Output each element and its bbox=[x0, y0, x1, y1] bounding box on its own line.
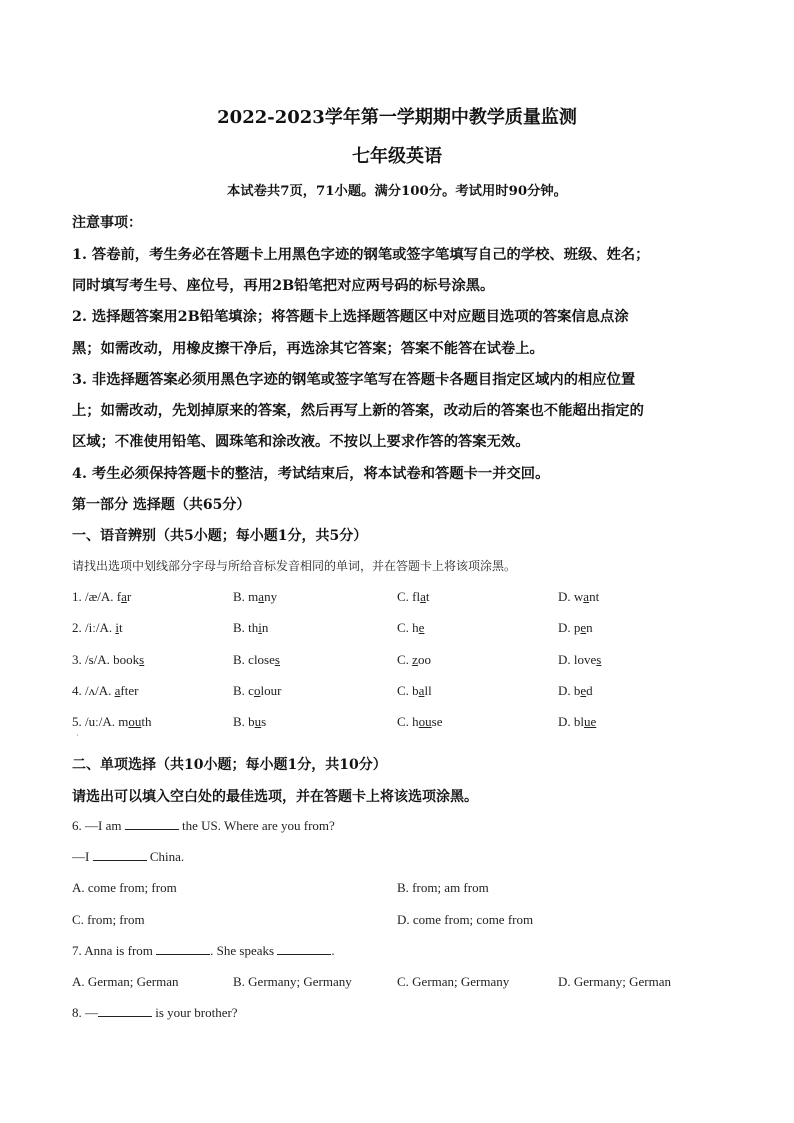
question-5-option-d bbox=[558, 714, 596, 730]
answer-blank bbox=[98, 1005, 152, 1017]
question-7: 7. Anna is from . She speaks . bbox=[72, 943, 335, 958]
underlined-letters: e bbox=[418, 620, 425, 635]
option-text: se bbox=[431, 714, 443, 729]
option-text: fter bbox=[120, 683, 139, 698]
notice-line: 区域；不准使用铅笔、圆珠笔和涂改液。不按以上要求作答的答案无效。 bbox=[72, 434, 530, 450]
underlined-letters: u bbox=[254, 714, 262, 729]
underlined-letters: ue bbox=[584, 714, 597, 729]
option-text: 4. /ʌ/A. bbox=[72, 683, 115, 698]
question-6-line-1: 6. —I am the US. Where are you from? bbox=[72, 818, 335, 833]
option-text: n bbox=[586, 620, 593, 635]
option-text: t bbox=[425, 589, 430, 604]
question-4-option-d bbox=[558, 683, 593, 699]
option-text: lour bbox=[260, 683, 282, 698]
option-text: D. w bbox=[558, 589, 584, 604]
notice-line: 上；如需改动，先划掉原来的答案，然后再写上新的答案，改动后的答案也不能超出指定的 bbox=[72, 403, 644, 419]
underlined-letters: s bbox=[139, 652, 145, 667]
question-6-line-2: —I China. bbox=[72, 849, 185, 864]
question-3-option-b bbox=[233, 652, 280, 668]
question-3-option-d bbox=[558, 652, 601, 668]
question-6-option-d: D. come from; come from bbox=[397, 912, 534, 927]
notice-line: 4. 考生必须保持答题卡的整洁，考试结束后，将本试卷和答题卡一并交回。 bbox=[72, 466, 550, 482]
notice-heading: 注意事项： bbox=[72, 215, 142, 231]
question-6-option-b: B. from; am from bbox=[397, 880, 489, 895]
option-text: r bbox=[126, 589, 132, 604]
question-2-option-b bbox=[233, 620, 268, 636]
question-7-option-b: B. Germany; Germany bbox=[233, 974, 352, 989]
question-3-option-c bbox=[397, 652, 431, 668]
option-text: B. close bbox=[233, 652, 275, 667]
question-1-option-a bbox=[72, 589, 131, 605]
underlined-letters: i bbox=[115, 620, 119, 635]
option-text: n bbox=[261, 620, 269, 635]
question-3-option-a bbox=[72, 652, 144, 668]
underlined-letters: ou bbox=[418, 714, 432, 729]
option-text: C. fl bbox=[397, 589, 421, 604]
underlined-letters: a bbox=[121, 589, 127, 604]
section1-heading: 一、语音辨别（共5小题；每小题1分，共5分） bbox=[72, 528, 368, 544]
question-4-option-a bbox=[72, 683, 138, 699]
option-text: B. m bbox=[233, 589, 259, 604]
underlined-letters: ou bbox=[128, 714, 142, 729]
underlined-letters: s bbox=[596, 652, 602, 667]
question-7-option-d: D. Germany; German bbox=[558, 974, 671, 989]
question-6-option-c: C. from; from bbox=[72, 912, 145, 927]
option-text: C. h bbox=[397, 620, 419, 635]
question-8: 8. — is your brother? bbox=[72, 1005, 238, 1020]
exam-subtitle: 七年级英语 bbox=[352, 146, 442, 167]
exam-info: 本试卷共7页，71小题。满分100分。考试用时90分钟。 bbox=[227, 184, 567, 199]
question-1-option-d bbox=[558, 589, 599, 605]
question-2-option-d bbox=[558, 620, 593, 636]
option-text: 1. /æ/A. f bbox=[72, 589, 122, 604]
notice-line: 同时填写考生号、座位号，再用2B铅笔把对应两号码的标号涂黑。 bbox=[72, 278, 495, 294]
option-text: oo bbox=[417, 652, 431, 667]
option-text: 2. /iː/A. bbox=[72, 620, 116, 635]
section2-instruction: 请选出可以填入空白处的最佳选项，并在答题卡上将该选项涂黑。 bbox=[72, 789, 478, 805]
question-5-option-b bbox=[233, 714, 266, 730]
option-text: s bbox=[261, 714, 267, 729]
option-text: 5. /uː/A. m bbox=[72, 714, 129, 729]
option-text: D. bl bbox=[558, 714, 584, 729]
underlined-letters: e bbox=[580, 620, 587, 635]
underlined-letters: a bbox=[258, 589, 265, 604]
notice-line: 黑；如需改动，用橡皮擦干净后，再选涂其它答案；答案不能答在试卷上。 bbox=[72, 341, 544, 357]
option-text: B. th bbox=[233, 620, 259, 635]
notice-line: 2. 选择题答案用2B铅笔填涂；将答题卡上选择题答题区中对应题目选项的答案信息点涂 bbox=[72, 309, 629, 325]
option-text: t bbox=[118, 620, 123, 635]
part1-heading: 第一部分 选择题（共65分） bbox=[72, 497, 251, 513]
option-text: B. c bbox=[233, 683, 254, 698]
answer-blank bbox=[277, 943, 331, 955]
option-text: B. b bbox=[233, 714, 255, 729]
question-4-option-c bbox=[397, 683, 432, 699]
option-text: th bbox=[141, 714, 152, 729]
option-text: ll bbox=[424, 683, 432, 698]
question-5-option-a bbox=[72, 714, 151, 730]
option-text: C. h bbox=[397, 714, 419, 729]
section1-instruction: 请找出选项中划线部分字母与所给音标发音相同的单词，并在答题卡上将该项涂黑。 bbox=[72, 559, 517, 573]
section2-heading: 二、单项选择（共10小题；每小题1分，共10分） bbox=[72, 757, 387, 773]
stray-dot: · bbox=[76, 731, 79, 740]
option-text: C. bbox=[397, 652, 413, 667]
answer-blank bbox=[156, 943, 210, 955]
underlined-letters: s bbox=[274, 652, 280, 667]
option-text: d bbox=[586, 683, 593, 698]
question-6-option-a: A. come from; from bbox=[72, 880, 177, 895]
option-text: D. love bbox=[558, 652, 597, 667]
underlined-letters: a bbox=[114, 683, 121, 698]
question-2-option-a bbox=[72, 620, 123, 636]
option-text: nt bbox=[589, 589, 600, 604]
exam-title: 2022-2023学年第一学期期中教学质量监测 bbox=[217, 107, 577, 128]
underlined-letters: a bbox=[418, 683, 425, 698]
answer-blank bbox=[93, 849, 147, 861]
notice-line: 3. 非选择题答案必须用黑色字迹的钢笔或签字笔写在答题卡各题目指定区域内的相应位置 bbox=[72, 372, 636, 388]
question-1-option-c bbox=[397, 589, 430, 605]
notice-line: 1. 答卷前，考生务必在答题卡上用黑色字迹的钢笔或签字笔填写自己的学校、班级、姓名； bbox=[72, 247, 650, 263]
underlined-letters: z bbox=[412, 652, 418, 667]
option-text: 3. /s/A. book bbox=[72, 652, 140, 667]
question-7-option-c: C. German; Germany bbox=[397, 974, 510, 989]
underlined-letters: a bbox=[420, 589, 426, 604]
underlined-letters: e bbox=[580, 683, 587, 698]
question-4-option-b bbox=[233, 683, 281, 699]
question-7-option-a: A. German; German bbox=[72, 974, 179, 989]
question-1-option-b bbox=[233, 589, 277, 605]
option-text: ny bbox=[264, 589, 278, 604]
underlined-letters: o bbox=[253, 683, 261, 698]
answer-blank bbox=[125, 818, 179, 830]
option-text: D. b bbox=[558, 683, 581, 698]
question-2-option-c bbox=[397, 620, 424, 636]
underlined-letters: i bbox=[258, 620, 262, 635]
underlined-letters: a bbox=[583, 589, 590, 604]
option-text: C. b bbox=[397, 683, 419, 698]
question-5-option-c bbox=[397, 714, 443, 730]
option-text: D. p bbox=[558, 620, 581, 635]
